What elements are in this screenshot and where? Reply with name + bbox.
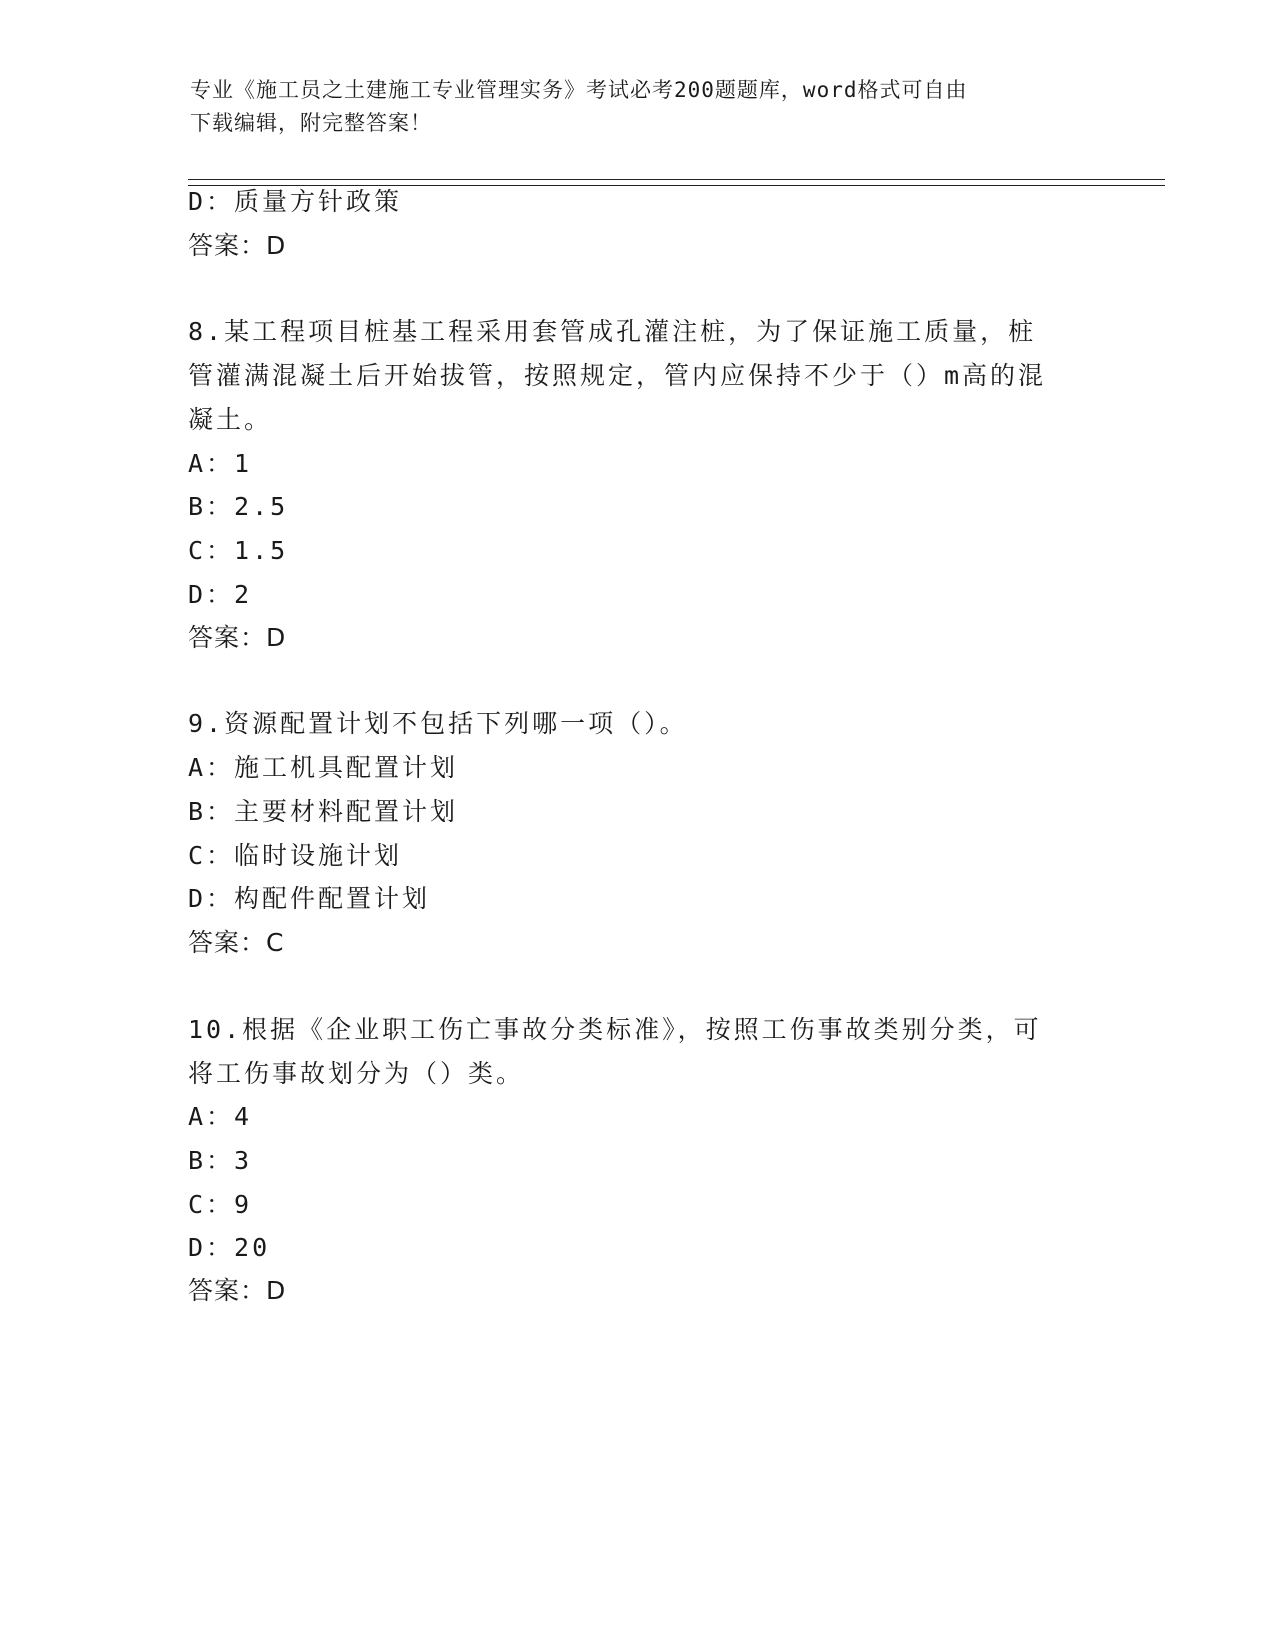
q8-answer: 答案：D <box>188 623 287 652</box>
prev-answer: 答案：D <box>188 231 287 260</box>
q10-option-d: D：20 <box>188 1233 271 1262</box>
q8-text-line-1: 8.某工程项目桩基工程采用套管成孔灌注桩，为了保证施工质量，桩 <box>188 317 1037 346</box>
q9-option-c: C：临时设施计划 <box>188 841 403 870</box>
q10-option-c: C：9 <box>188 1190 253 1219</box>
header-divider <box>188 179 1165 186</box>
q9-answer: 答案：C <box>188 928 285 957</box>
q10-text-line-2: 将工伤事故划分为（）类。 <box>188 1059 525 1088</box>
q9-option-a: A：施工机具配置计划 <box>188 753 459 782</box>
q8-option-d: D：2 <box>188 580 253 609</box>
q10-option-b: B：3 <box>188 1146 253 1175</box>
q10-option-a: A：4 <box>188 1102 253 1131</box>
header-line-2: 下载编辑，附完整答案！ <box>190 111 432 135</box>
q9-option-b: B：主要材料配置计划 <box>188 797 459 826</box>
document-header <box>190 74 1090 140</box>
q9-option-d: D：构配件配置计划 <box>188 884 431 913</box>
q10-text-line-1: 10.根据《企业职工伤亡事故分类标准》，按照工伤事故类别分类，可 <box>188 1015 1042 1044</box>
q9-text-line-1: 9.资源配置计划不包括下列哪一项（）。 <box>188 709 688 738</box>
q8-text-line-2: 管灌满混凝土后开始拔管，按照规定，管内应保持不少于（）m高的混 <box>188 361 1047 390</box>
header-line-1: 专业《施工员之土建施工专业管理实务》考试必考200题题库，word格式可自由 <box>190 78 968 102</box>
q10-answer: 答案：D <box>188 1276 287 1305</box>
q8-option-b: B：2.5 <box>188 492 289 521</box>
q8-text-line-3: 凝土。 <box>188 405 273 434</box>
q8-option-c: C：1.5 <box>188 536 289 565</box>
q8-option-a: A：1 <box>188 449 253 478</box>
prev-option-d: D：质量方针政策 <box>188 187 403 216</box>
